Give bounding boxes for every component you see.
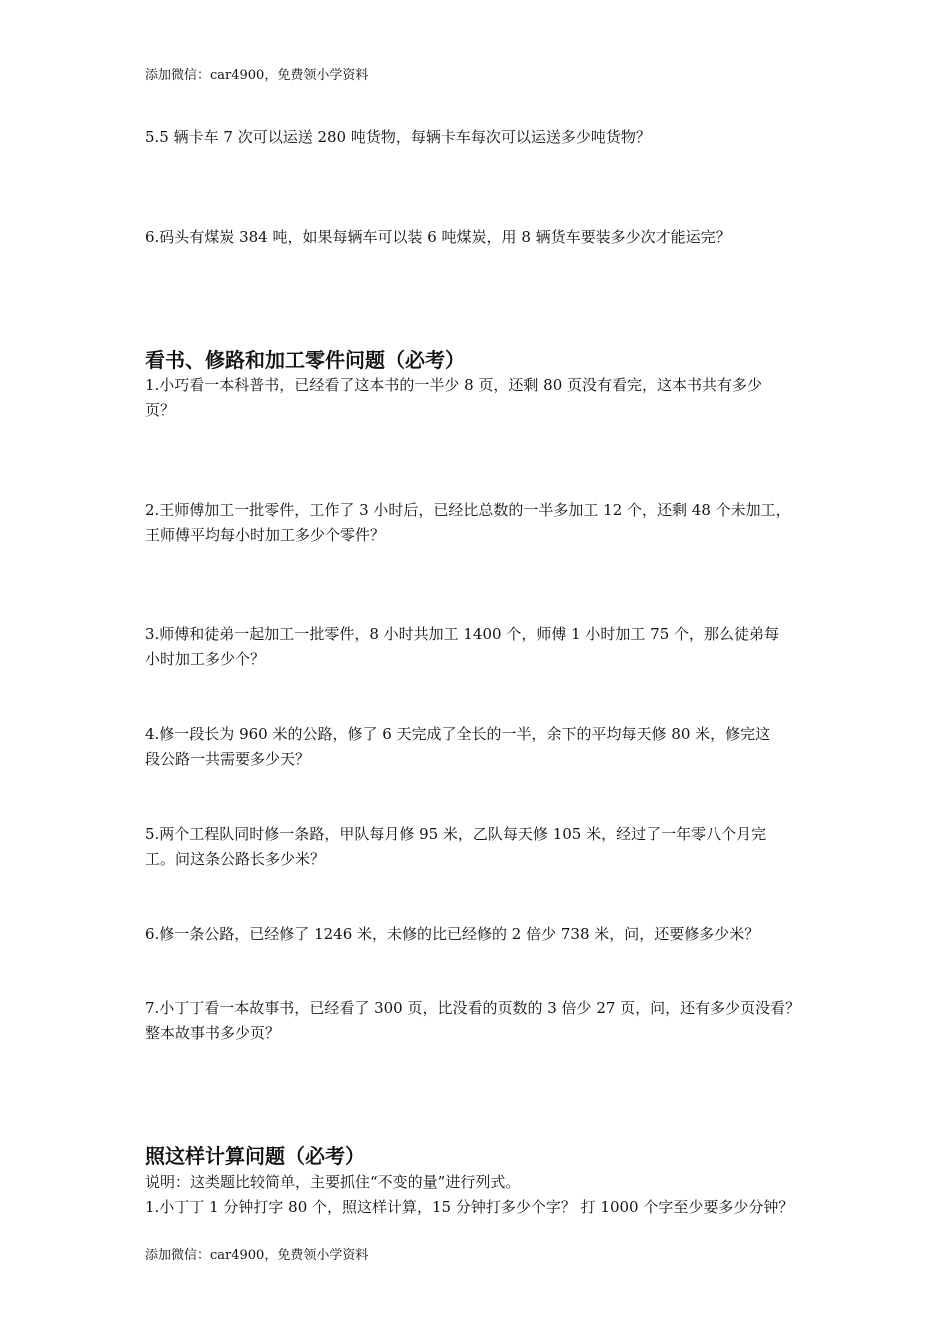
question-5-line-2: 工。问这条公路长多少米？ — [145, 850, 326, 868]
question-6: 6.码头有煤炭 384 吨，如果每辆车可以装 6 吨煤炭，用 8 辆货车要装多少次才能运完？ — [145, 228, 731, 246]
question-5-line-1: 5.两个工程队同时修一条路，甲队每月修 95 米，乙队每天修 105 米，经过了一年零八个月完 — [145, 825, 767, 843]
question-2-line-1: 2.王师傅加工一批零件，工作了 3 小时后，已经比总数的一半多加工 12 个，还剩 48 个未加工， — [145, 501, 791, 519]
question-3-line-2: 小时加工多少个？ — [145, 650, 266, 668]
question-1-line-2: 页？ — [145, 401, 176, 419]
question-1-line-1: 1.小巧看一本科普书，已经看了这本书的一半少 8 页，还剩 80 页没有看完，这本书共有多少 — [145, 376, 763, 394]
page-footer: 添加微信：car4900，免费领小学资料 — [145, 1248, 369, 1263]
section-title: 看书、修路和加工零件问题（必考） — [145, 348, 465, 372]
question-1-line-1: 1.小丁丁 1 分钟打字 80 个，照这样计算，15 分钟打多少个字？ 打 1000 个字至少要多少分钟？ — [145, 1198, 794, 1216]
question-4-line-2: 段公路一共需要多少天？ — [145, 750, 311, 768]
question-4-line-1: 4.修一段长为 960 米的公路，修了 6 天完成了全长的一半，余下的平均每天修 80 米，修完这 — [145, 725, 771, 743]
question-2-line-2: 王师傅平均每小时加工多少个零件？ — [145, 526, 386, 544]
page-header: 添加微信：car4900，免费领小学资料 — [145, 68, 369, 83]
question-7-line-1: 7.小丁丁看一本故事书，已经看了 300 页，比没看的页数的 3 倍少 27 页，问，还有多少页没看？ — [145, 999, 801, 1017]
question-7-line-2: 整本故事书多少页？ — [145, 1024, 281, 1042]
section-note: 说明：这类题比较简单，主要抓住“不变的量”进行列式。 — [145, 1173, 521, 1191]
section-title: 照这样计算问题（必考） — [145, 1144, 365, 1168]
question-3-line-1: 3.师傅和徒弟一起加工一批零件，8 小时共加工 1400 个，师傅 1 小时加工 75 个，那么徒弟每 — [145, 625, 780, 643]
question-6-line-1: 6.修一条公路，已经修了 1246 米，未修的比已经修的 2 倍少 738 米，问，还要修多少米？ — [145, 925, 760, 943]
question-5: 5.5 辆卡车 7 次可以运送 280 吨货物，每辆卡车每次可以运送多少吨货物？ — [145, 128, 651, 146]
